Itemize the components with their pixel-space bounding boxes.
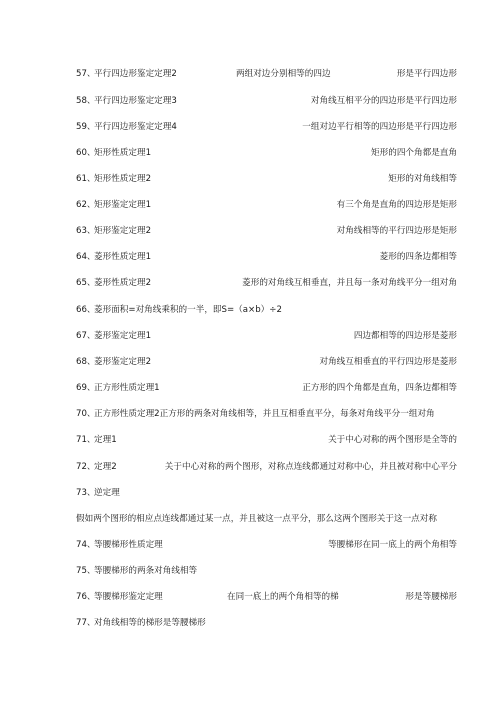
theorem-statement: 形是平行四边形 [396,69,457,79]
theorem-title: 矩形鉴定定理1 [94,200,152,210]
theorem-title: 对角线相等的梯形是等腰梯形 [94,618,206,628]
theorem-title: 定理2 [94,462,117,472]
theorem-statement: 矩形的对角线相等 [388,174,457,184]
theorem-title: 等腰梯形的两条对角线相等 [94,566,198,576]
theorem-line [73,94,457,108]
item-number: 62、 [76,200,96,210]
item-number: 66、 [76,305,96,315]
theorem-title: 正方形性质定理1 [94,383,160,393]
theorem-title: 等腰梯形性质定理 [94,540,163,550]
theorem-line [73,433,457,447]
theorem-statement: 等腰梯形在同一底上的两个角相等 [328,540,457,550]
item-number: 69、 [76,383,96,393]
theorem-line [73,538,457,552]
item-number: 60、 [76,148,96,158]
item-number: 73、 [76,488,96,498]
item-number: 75、 [76,566,96,576]
theorem-title: 正方形性质定理2正方形的两条对角线相等，并且互相垂直平分，每条对角线平分一组对角 [94,409,435,419]
theorem-statement: 对角线互相垂直的平行四边形是菱形 [319,357,457,367]
theorem-line [73,512,457,526]
item-number: 74、 [76,540,96,550]
theorem-title: 菱形面积=对角线乘积的一半，即S=（a×b）÷2 [94,305,282,315]
item-number: 76、 [76,592,96,602]
item-number: 72、 [76,462,96,472]
theorem-line [73,250,457,264]
theorem-title: 假如两个图形的相应点连线都通过某一点，并且被这一点平分，那么这两个图形关于这一点对称 [76,514,437,524]
item-number: 58、 [76,96,96,106]
theorem-title: 菱形性质定理1 [94,252,152,262]
theorem-title: 矩形鉴定定理2 [94,226,152,236]
theorem-line [73,303,457,317]
theorem-line [73,564,457,578]
theorem-line [73,172,457,186]
theorem-statement: 关于中心对称的两个图形是全等的 [328,435,457,445]
item-number: 70、 [76,409,96,419]
theorem-line [73,198,457,212]
item-number: 59、 [76,122,96,132]
theorem-line [73,460,457,474]
theorem-line [73,120,457,134]
theorem-title: 矩形性质定理2 [94,174,152,184]
item-number: 61、 [76,174,96,184]
item-number: 65、 [76,278,96,288]
theorem-title: 等腰梯形鉴定定理 [94,592,163,602]
theorem-statement: 对角线互相平分的四边形是平行四边形 [310,96,457,106]
item-number: 77、 [76,618,96,628]
theorem-statement: 对角线相等的平行四边形是矩形 [336,226,457,236]
theorem-title: 菱形鉴定定理2 [94,357,152,367]
item-number: 63、 [76,226,96,236]
theorem-statement-part: 在同一底上的两个角相等的梯 [227,592,339,602]
item-number: 67、 [76,331,96,341]
theorem-line [73,616,457,630]
theorem-line [73,67,457,81]
theorem-line [73,276,457,290]
item-number: 64、 [76,252,96,262]
item-number: 68、 [76,357,96,367]
theorem-statement: 菱形的对角线互相垂直，并且每一条对角线平分一组对角 [242,278,457,288]
theorem-line [73,355,457,369]
theorem-line [73,590,457,604]
theorem-line [73,329,457,343]
theorem-title: 菱形鉴定定理1 [94,331,152,341]
theorem-statement: 有三个角是直角的四边形是矩形 [336,200,457,210]
theorem-statement: 关于中心对称的两个图形，对称点连线都通过对称中心，并且被对称中心平分 [164,462,457,472]
theorem-title: 矩形性质定理1 [94,148,152,158]
theorem-statement: 形是等腰梯形 [405,592,457,602]
theorem-line [73,407,457,421]
theorem-title: 平行四边形鉴定定理3 [94,96,177,106]
theorem-statement: 菱形的四条边都相等 [379,252,457,262]
theorem-statement: 正方形的四个角都是直角，四条边都相等 [302,383,457,393]
theorem-line [73,381,457,395]
theorem-title: 平行四边形鉴定定理2 [94,69,177,79]
theorem-line [73,146,457,160]
theorem-title: 定理1 [94,435,117,445]
item-number: 71、 [76,435,96,445]
theorem-title: 平行四边形鉴定定理4 [94,122,177,132]
theorem-statement: 四边都相等的四边形是菱形 [353,331,457,341]
theorem-statement: 一组对边平行相等的四边形是平行四边形 [302,122,457,132]
theorem-title: 菱形性质定理2 [94,278,152,288]
item-number: 57、 [76,69,96,79]
theorem-line [73,224,457,238]
theorem-line [73,486,457,500]
theorem-statement-part: 两组对边分别相等的四边 [236,69,331,79]
theorem-title: 逆定理 [94,488,120,498]
theorem-statement: 矩形的四个角都是直角 [371,148,457,158]
